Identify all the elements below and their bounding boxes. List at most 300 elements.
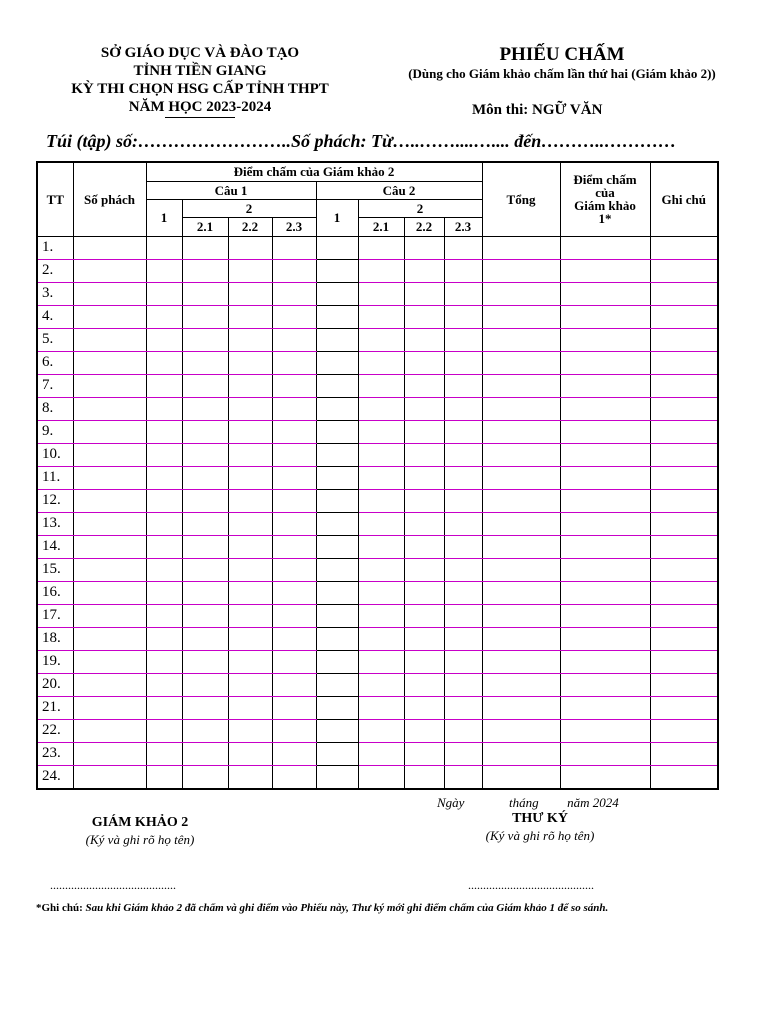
score-cell[interactable] [146,696,182,719]
score-cell[interactable] [272,236,316,259]
score-cell[interactable] [482,673,560,696]
score-cell[interactable] [316,742,358,765]
score-cell[interactable] [444,742,482,765]
score-cell[interactable] [444,305,482,328]
score-cell[interactable] [560,374,650,397]
score-cell[interactable] [146,259,182,282]
score-cell[interactable] [272,650,316,673]
score-cell[interactable] [146,397,182,420]
score-cell[interactable] [404,351,444,374]
score-cell[interactable] [182,512,228,535]
score-cell[interactable] [146,420,182,443]
score-cell[interactable] [358,259,404,282]
score-cell[interactable] [404,443,444,466]
score-cell[interactable] [146,719,182,742]
score-cell[interactable] [272,443,316,466]
score-cell[interactable] [228,673,272,696]
row-number: 7. [37,374,73,397]
score-cell[interactable] [404,512,444,535]
score-cell[interactable] [650,558,718,581]
score-cell[interactable] [444,397,482,420]
score-cell[interactable] [272,673,316,696]
score-cell[interactable] [182,443,228,466]
score-cell[interactable] [444,765,482,789]
score-cell[interactable] [404,489,444,512]
score-cell[interactable] [404,627,444,650]
score-cell[interactable] [358,650,404,673]
score-cell[interactable] [560,351,650,374]
score-cell[interactable] [404,282,444,305]
score-cell[interactable] [444,236,482,259]
score-cell[interactable] [146,282,182,305]
score-cell[interactable] [444,466,482,489]
score-cell[interactable] [650,328,718,351]
score-cell[interactable] [272,305,316,328]
score-cell[interactable] [146,374,182,397]
score-cell[interactable] [482,535,560,558]
score-cell[interactable] [228,397,272,420]
score-cell[interactable] [228,719,272,742]
score-cell[interactable] [182,236,228,259]
score-cell[interactable] [272,581,316,604]
score-cell[interactable] [73,466,146,489]
score-cell[interactable] [650,512,718,535]
score-cell[interactable] [182,558,228,581]
score-cell[interactable] [482,374,560,397]
score-cell[interactable] [73,305,146,328]
score-cell[interactable] [404,604,444,627]
score-cell[interactable] [444,443,482,466]
score-cell[interactable] [272,351,316,374]
score-cell[interactable] [560,558,650,581]
score-cell[interactable] [316,259,358,282]
score-cell[interactable] [404,650,444,673]
score-cell[interactable] [444,673,482,696]
score-cell[interactable] [228,443,272,466]
score-cell[interactable] [404,305,444,328]
score-cell[interactable] [650,259,718,282]
score-cell[interactable] [146,558,182,581]
score-cell[interactable] [316,765,358,789]
score-cell[interactable] [272,259,316,282]
score-cell[interactable] [358,604,404,627]
score-cell[interactable] [404,328,444,351]
score-cell[interactable] [146,627,182,650]
date-month: tháng [508,795,539,810]
table-row [37,627,718,650]
score-cell[interactable] [560,742,650,765]
score-cell[interactable] [358,236,404,259]
score-cell[interactable] [73,420,146,443]
score-cell[interactable] [316,719,358,742]
score-cell[interactable] [73,535,146,558]
score-cell[interactable] [182,328,228,351]
score-cell[interactable] [404,765,444,789]
score-cell[interactable] [73,328,146,351]
score-cell[interactable] [182,259,228,282]
score-cell[interactable] [404,259,444,282]
score-cell[interactable] [182,627,228,650]
score-cell[interactable] [272,489,316,512]
score-cell[interactable] [182,696,228,719]
score-cell[interactable] [182,374,228,397]
score-cell[interactable] [182,489,228,512]
score-cell[interactable] [404,420,444,443]
score-cell[interactable] [560,282,650,305]
score-cell[interactable] [358,535,404,558]
score-cell[interactable] [650,351,718,374]
table-row [37,443,718,466]
score-cell[interactable] [316,558,358,581]
score-cell[interactable] [182,420,228,443]
score-cell[interactable] [650,650,718,673]
score-cell[interactable] [358,374,404,397]
score-cell[interactable] [73,673,146,696]
score-cell[interactable] [482,351,560,374]
score-cell[interactable] [560,719,650,742]
score-cell[interactable] [73,236,146,259]
score-cell[interactable] [560,696,650,719]
score-cell[interactable] [444,627,482,650]
score-cell[interactable] [650,581,718,604]
score-cell[interactable] [272,604,316,627]
score-cell[interactable] [404,236,444,259]
score-cell[interactable] [560,489,650,512]
score-cell[interactable] [228,328,272,351]
score-cell[interactable] [482,696,560,719]
score-cell[interactable] [272,627,316,650]
score-cell[interactable] [404,558,444,581]
score-cell[interactable] [272,719,316,742]
score-cell[interactable] [358,420,404,443]
score-cell[interactable] [316,420,358,443]
score-cell[interactable] [404,673,444,696]
score-cell[interactable] [650,719,718,742]
score-cell[interactable] [272,742,316,765]
score-cell[interactable] [228,282,272,305]
score-cell[interactable] [146,535,182,558]
score-cell[interactable] [73,696,146,719]
score-cell[interactable] [316,374,358,397]
score-cell[interactable] [650,673,718,696]
score-cell[interactable] [482,650,560,673]
score-cell[interactable] [272,696,316,719]
score-cell[interactable] [650,627,718,650]
score-cell[interactable] [73,719,146,742]
score-cell[interactable] [444,328,482,351]
score-cell[interactable] [560,328,650,351]
score-cell[interactable] [73,627,146,650]
score-cell[interactable] [444,535,482,558]
score-cell[interactable] [404,696,444,719]
score-cell[interactable] [272,535,316,558]
score-cell[interactable] [272,558,316,581]
score-cell[interactable] [358,443,404,466]
score-cell[interactable] [316,581,358,604]
score-cell[interactable] [560,627,650,650]
score-cell[interactable] [358,397,404,420]
score-cell[interactable] [404,374,444,397]
score-cell[interactable] [444,650,482,673]
score-cell[interactable] [482,627,560,650]
score-cell[interactable] [73,558,146,581]
score-cell[interactable] [358,351,404,374]
score-cell[interactable] [146,581,182,604]
score-cell[interactable] [482,259,560,282]
score-cell[interactable] [560,512,650,535]
score-cell[interactable] [146,305,182,328]
score-cell[interactable] [316,305,358,328]
score-cell[interactable] [482,328,560,351]
score-cell[interactable] [560,466,650,489]
score-cell[interactable] [228,558,272,581]
score-cell[interactable] [650,420,718,443]
score-cell[interactable] [358,696,404,719]
score-cell[interactable] [146,650,182,673]
score-cell[interactable] [560,673,650,696]
score-cell[interactable] [316,466,358,489]
score-cell[interactable] [358,282,404,305]
score-cell[interactable] [182,742,228,765]
score-cell[interactable] [482,397,560,420]
score-cell[interactable] [560,420,650,443]
score-cell[interactable] [358,466,404,489]
score-cell[interactable] [482,282,560,305]
score-cell[interactable] [228,650,272,673]
score-cell[interactable] [560,650,650,673]
score-cell[interactable] [650,604,718,627]
score-cell[interactable] [146,673,182,696]
score-cell[interactable] [272,512,316,535]
score-cell[interactable] [228,696,272,719]
score-cell[interactable] [228,420,272,443]
score-cell[interactable] [444,512,482,535]
score-cell[interactable] [560,765,650,789]
score-cell[interactable] [404,535,444,558]
score-cell[interactable] [444,282,482,305]
score-cell[interactable] [650,466,718,489]
score-cell[interactable] [182,581,228,604]
row-number: 15. [37,558,73,581]
score-cell[interactable] [146,489,182,512]
score-cell[interactable] [560,443,650,466]
org-line-department: SỞ GIÁO DỤC VÀ ĐÀO TẠO [100,45,300,61]
score-cell[interactable] [404,719,444,742]
score-cell[interactable] [650,742,718,765]
score-cell[interactable] [316,351,358,374]
score-cell[interactable] [444,604,482,627]
score-cell[interactable] [444,420,482,443]
score-cell[interactable] [228,742,272,765]
score-cell[interactable] [272,328,316,351]
score-cell[interactable] [182,535,228,558]
score-cell[interactable] [358,581,404,604]
score-cell[interactable] [482,489,560,512]
score-cell[interactable] [482,420,560,443]
score-cell[interactable] [482,581,560,604]
score-cell[interactable] [650,282,718,305]
score-cell[interactable] [316,696,358,719]
score-cell[interactable] [650,443,718,466]
score-cell[interactable] [358,328,404,351]
score-cell[interactable] [272,765,316,789]
score-cell[interactable] [73,282,146,305]
score-cell[interactable] [228,351,272,374]
score-cell[interactable] [73,351,146,374]
score-cell[interactable] [228,512,272,535]
score-cell[interactable] [358,305,404,328]
score-cell[interactable] [182,305,228,328]
score-cell[interactable] [650,535,718,558]
score-cell[interactable] [272,374,316,397]
score-cell[interactable] [316,282,358,305]
score-cell[interactable] [73,374,146,397]
score-cell[interactable] [146,604,182,627]
score-cell[interactable] [316,489,358,512]
score-cell[interactable] [146,328,182,351]
score-cell[interactable] [73,581,146,604]
score-cell[interactable] [228,374,272,397]
header-so-phach: Số phách [73,162,146,236]
score-cell[interactable] [358,489,404,512]
score-cell[interactable] [560,604,650,627]
score-cell[interactable] [482,719,560,742]
score-cell[interactable] [358,512,404,535]
score-cell[interactable] [316,673,358,696]
score-cell[interactable] [650,696,718,719]
score-cell[interactable] [560,236,650,259]
score-cell[interactable] [482,443,560,466]
score-cell[interactable] [316,236,358,259]
score-cell[interactable] [482,236,560,259]
score-cell[interactable] [272,397,316,420]
score-cell[interactable] [272,282,316,305]
score-cell[interactable] [272,466,316,489]
header-underline [165,117,235,118]
score-cell[interactable] [182,282,228,305]
score-cell[interactable] [228,236,272,259]
score-cell[interactable] [316,535,358,558]
score-cell[interactable] [444,374,482,397]
score-cell[interactable] [182,719,228,742]
score-cell[interactable] [182,673,228,696]
score-cell[interactable] [650,236,718,259]
score-cell[interactable] [482,305,560,328]
bag-number-line[interactable]: Túi (tập) số:……………………..Số phách: Từ…..……....….... đến………..………… [46,131,677,151]
score-cell[interactable] [146,443,182,466]
score-cell[interactable] [482,466,560,489]
score-cell[interactable] [444,581,482,604]
score-cell[interactable] [316,397,358,420]
score-cell[interactable] [358,627,404,650]
score-cell[interactable] [73,742,146,765]
score-cell[interactable] [404,466,444,489]
score-cell[interactable] [182,650,228,673]
score-cell[interactable] [228,627,272,650]
score-cell[interactable] [272,420,316,443]
score-cell[interactable] [650,489,718,512]
score-cell[interactable] [560,305,650,328]
score-cell[interactable] [146,351,182,374]
score-cell[interactable] [73,259,146,282]
score-cell[interactable] [146,236,182,259]
score-cell[interactable] [316,512,358,535]
score-cell[interactable] [182,397,228,420]
score-cell[interactable] [228,466,272,489]
score-cell[interactable] [182,351,228,374]
score-cell[interactable] [182,604,228,627]
score-cell[interactable] [444,558,482,581]
score-cell[interactable] [316,627,358,650]
score-cell[interactable] [650,397,718,420]
score-cell[interactable] [358,673,404,696]
score-cell[interactable] [228,305,272,328]
score-cell[interactable] [650,305,718,328]
score-cell[interactable] [444,719,482,742]
signature-line-right[interactable]: .......................................... [468,878,594,892]
score-cell[interactable] [182,765,228,789]
score-cell[interactable] [228,259,272,282]
score-cell[interactable] [316,604,358,627]
score-cell[interactable] [146,765,182,789]
score-cell[interactable] [404,581,444,604]
score-cell[interactable] [228,489,272,512]
score-cell[interactable] [358,719,404,742]
score-cell[interactable] [73,650,146,673]
score-cell[interactable] [482,512,560,535]
score-cell[interactable] [73,512,146,535]
score-cell[interactable] [358,742,404,765]
header-gk1-line2: của [595,185,615,201]
score-cell[interactable] [482,604,560,627]
score-cell[interactable] [444,489,482,512]
score-cell[interactable] [228,535,272,558]
score-cell[interactable] [358,765,404,789]
score-cell[interactable] [73,443,146,466]
score-cell[interactable] [182,466,228,489]
score-cell[interactable] [482,765,560,789]
score-cell[interactable] [560,581,650,604]
score-cell[interactable] [404,742,444,765]
score-cell[interactable] [444,351,482,374]
score-cell[interactable] [228,765,272,789]
score-cell[interactable] [316,443,358,466]
score-cell[interactable] [228,581,272,604]
score-cell[interactable] [444,259,482,282]
score-cell[interactable] [482,558,560,581]
score-cell[interactable] [444,696,482,719]
score-cell[interactable] [560,259,650,282]
score-cell[interactable] [650,765,718,789]
score-cell[interactable] [404,397,444,420]
score-cell[interactable] [228,604,272,627]
score-cell[interactable] [482,742,560,765]
score-cell[interactable] [146,466,182,489]
score-cell[interactable] [358,558,404,581]
score-cell[interactable] [560,535,650,558]
score-cell[interactable] [146,512,182,535]
score-cell[interactable] [650,374,718,397]
score-cell[interactable] [560,397,650,420]
score-cell[interactable] [73,765,146,789]
score-cell[interactable] [73,604,146,627]
score-cell[interactable] [73,489,146,512]
score-cell[interactable] [316,328,358,351]
score-cell[interactable] [146,742,182,765]
signature-line-left[interactable]: .......................................... [50,878,176,892]
score-cell[interactable] [316,650,358,673]
score-cell[interactable] [73,397,146,420]
